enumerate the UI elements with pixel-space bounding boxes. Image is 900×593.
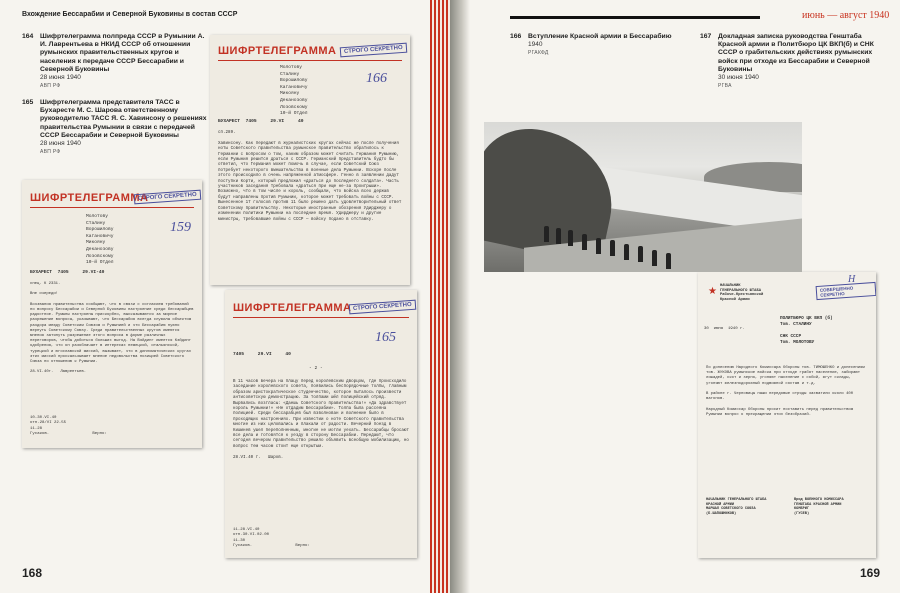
memo-date: 30 июня 1940 г. [704, 327, 745, 331]
handwritten-number: 159 [170, 220, 191, 235]
caption-date: 1940 [528, 41, 543, 49]
photo-soldier [568, 230, 573, 246]
left-page [0, 0, 430, 593]
caption-167 [700, 33, 886, 90]
telegram-footer: 10-30.VI.40 отп.28/VI 22-55 11-28 Гусаков. Верно: [30, 416, 107, 437]
photo-soldier [652, 250, 657, 266]
recipient-list: Молотову Сталину Ворошилову Кагановичу Микояну Деканозову Лозовскому 10-й Отдел [86, 214, 114, 266]
signature-block-right: Врид ВОЕННОГО КОМИССАРА ГЕНШТАБА КРАСНОЙ АРМИИ КОМБРИГ (ГУСЕВ) [794, 498, 844, 516]
header-rule [233, 317, 409, 318]
photo-red-army-bessarabia [484, 122, 802, 272]
top-secret-stamp: СОВЕРШЕННО СЕКРЕТНО [816, 282, 876, 300]
red-star-icon: ★ [708, 286, 717, 297]
recipient-list: Молотову Сталину Ворошилову Кагановичу Микояну Деканозову Лозовскому 10-й Отдел [280, 65, 308, 117]
caption-number: 164 [22, 33, 34, 40]
route-line: БУХАРЕСТ 7405 29.VI-40 [30, 270, 105, 275]
caption-archive: РГВА [718, 83, 732, 90]
telegram-body: спец. К 2331. Вне очереди! Воззвания правительства сообщают, что в связи с согласием требований по вопросу Бессарабии и Северной Буковины настроение среди бессарабцев радостное. Румыны настроены прискорбно, высказываются за мирное разрешение вопроса, указывают, что Бессарабия всегда служила объектом раздора между Советским Союзом и Румынией и что Бессарабию нужно вернуть Советскому Союзу. Среди правительственных кругов имеются мнения затянуть разрешение этого вопроса в форме различных переговоров, чтобы добиться больших выгод. На Вэйдинг имеется Кэйдинг одобрения, что он разоблачает в интересах немецкой, итальянской, турецкой и югославской миссий, вызывает, что в дипломатических кругах этих миссий проскальзывает мнение недовольства позицией Советского Союза по отношению к Румынии. 28.VI.40г. Лаврентьев. [30, 282, 194, 375]
organization-block: НАЧАЛЬНИК ГЕНЕРАЛЬНОГО ШТАБА Рабоче-Крестьянской Красной Армии [720, 284, 764, 302]
running-title: Вхождение Бессарабии и Северной Буковины в состав СССР [22, 11, 238, 18]
caption-number: 167 [700, 33, 712, 40]
telegram-header: ШИФРТЕЛЕГРАММА [218, 45, 337, 57]
telegram-document-165 [210, 35, 410, 285]
caption-date: 30 июня 1940 [718, 74, 759, 82]
telegram-document-page2 [225, 290, 417, 558]
handwritten-mark: Н [848, 274, 856, 285]
right-page [470, 0, 900, 593]
handwritten-number: 165 [375, 330, 396, 345]
route-line: БУХАРЕСТ 7405 29.VI 40 [218, 119, 304, 124]
secret-stamp: СТРОГО СЕКРЕТНО [340, 43, 407, 58]
photo-soldier [610, 240, 615, 256]
caption-title: Докладная записка руководства Генштаба Красной армии в Политбюро ЦК ВКП(б) и СНК СССР о грабительских действиях румынских войск при отходе из Бессарабии и Северной Буковины [718, 33, 874, 73]
caption-165 [22, 99, 210, 156]
photo-soldier [666, 253, 671, 269]
spine-shadow [450, 0, 470, 593]
caption-title: Шифртелеграмма представителя ТАСС в Бухаресте М. С. Шарова ответственному руководителю ТАСС Я. С. Хавинсону о решениях правительства Румынии в связи с передачей СССР Бессарабии и Северной Буковины [40, 99, 207, 139]
memo-body: По донесению Народного Комиссара Обороны тов. ТИМОШЕНКО и донесениям тов. ЖУКОВА румынские войска при отходе грабят население, забирают лошадей, скот и зерно, угоняют население с собой, жгут склады, угоняют железнодорожный подвижной состав и т.д. В районе г. Черновицы наши передовые отряды захватили около 400 вагонов. Народный Комиссар Обороны просит поставить перед правительством Румынии вопрос о прекращении этих безобразий. [706, 366, 865, 417]
header-rule [510, 16, 760, 19]
secret-stamp: СТРОГО СЕКРЕТНО [134, 190, 201, 205]
telegram-body: В 11 часов вечера на плацу перед королевским дворцом, где происходило заседание королевского совета, появились беспорядочные толпы, главным образом аристократическое студенчество, которое пыталось произвести антисоветскую демонстрацию. За толпами шёл полицейский отряд. Вырвались возгласы: «Даешь Советского правительства!» «Да здравствует король Румынии!» «Не отдадим Бессарабии». Толпа была рассеяна полицией. Среди бессарабцев был взволнован и волнение было в проходящих настроениях. При известии о ноте Советского правительства многие из них целовались и плакали от радости. Вечерний поезд в Кишинев ушел переполненным, многие не могли уехать. Бессарабцы бросают все дела и готовятся к уезду в сторону Бессарабии. Передают, что сегодня вечером правительство решило объявить всеобщую мобилизацию, но вопрос тем часом стоит еще открытым. 28.VI.40 г. Шаров. [233, 380, 409, 460]
caption-archive: АВП РФ [40, 149, 61, 156]
route-line: 7405 29.VI 40 [233, 352, 291, 357]
page-number-left: 168 [22, 566, 43, 580]
caption-number: 165 [22, 99, 34, 106]
page-marker: - 2 - [309, 366, 323, 371]
running-period: июнь — август 1940 [802, 10, 890, 21]
page-number-right: 169 [860, 566, 881, 580]
photo-soldier [556, 228, 561, 244]
photo-soldier [544, 226, 549, 242]
header-rule [30, 207, 194, 208]
address-block: ПОЛИТБЮРО ЦК ВКП (б) Тов. СТАЛИНУ СНК СССР Тов. МОЛОТОВУ [780, 316, 833, 345]
secret-stamp: СТРОГО СЕКРЕТНО [349, 300, 416, 315]
caption-archive: РГАКФД [528, 50, 549, 57]
caption-date: 28 июня 1940 [40, 74, 81, 82]
photo-soldier [638, 246, 643, 262]
signature-block-left: НАЧАЛЬНИК ГЕНЕРАЛЬНОГО ШТАБА КРАСНОЙ АРМИИ МАРШАЛ СОВЕТСКОГО СОЮЗА (Б.ШАПОШНИКОВ) [706, 498, 767, 516]
telegram-body: сп.289. Хавинсону. Как передают в журналистских кругах сейчас же после получения ноты Советского правительства румынское правительство обратилось к Германии с вопросом о том, каким образом может считать Германия Румынию, если Румыния решится драться с СССР. Германский представитель будто бы ответил, что Германия может помочь в случае, если Советский Союз потребует некоторого вмешательства в военные дела Румынии. Вскоре после этого происходило в очень напряженной атмосфере. Генно в заявлении дадут поступки Корти, который предложил «драться до последнего солдата». Часть участников заседания требовала «драться при еще не-за проигрыши». Возможно, что в том числе и король, сообщали, что войска всех держав будут направлены против Румынии, которое может требовать войны с СССР. Вынесенное 17 голосов против 11 было решено дать удовлетворительный ответ Советскому правительству. Некоторые иностранные обозрения Удирджеру о изменении политики Румынии на последние время. Удирджеру и другие министры, требовавшие войны с СССР — войску подано в отставку. [218, 131, 402, 222]
caption-date: 28 июня 1940 [40, 140, 81, 148]
caption-164 [22, 33, 210, 90]
caption-title: Вступление Красной армии в Бессарабию [528, 33, 672, 40]
header-rule [218, 60, 402, 61]
photo-soldier [582, 234, 587, 250]
caption-title: Шифртелеграмма полпреда СССР в Румынии А. И. Лаврентьева в НКИД СССР об отношении румынских правительственных кругов и населения к передаче СССР Бессарабии и Северной Буковины [40, 33, 205, 73]
caption-166 [510, 33, 680, 58]
photo-soldier [596, 238, 601, 254]
photo-soldier [624, 244, 629, 260]
caption-number: 166 [510, 33, 522, 40]
telegram-header: ШИФРТЕЛЕГРАММА [233, 302, 352, 314]
telegram-header: ШИФРТЕЛЕГРАММА [30, 192, 149, 204]
memo-document-167 [698, 272, 876, 558]
telegram-footer: 11-28.VI.40 отп.30.VI.02.00 11-30 Гусаков. Верно: [233, 528, 310, 549]
caption-archive: АВП РФ [40, 83, 61, 90]
handwritten-number: 166 [366, 71, 387, 86]
telegram-document-164 [22, 180, 202, 448]
